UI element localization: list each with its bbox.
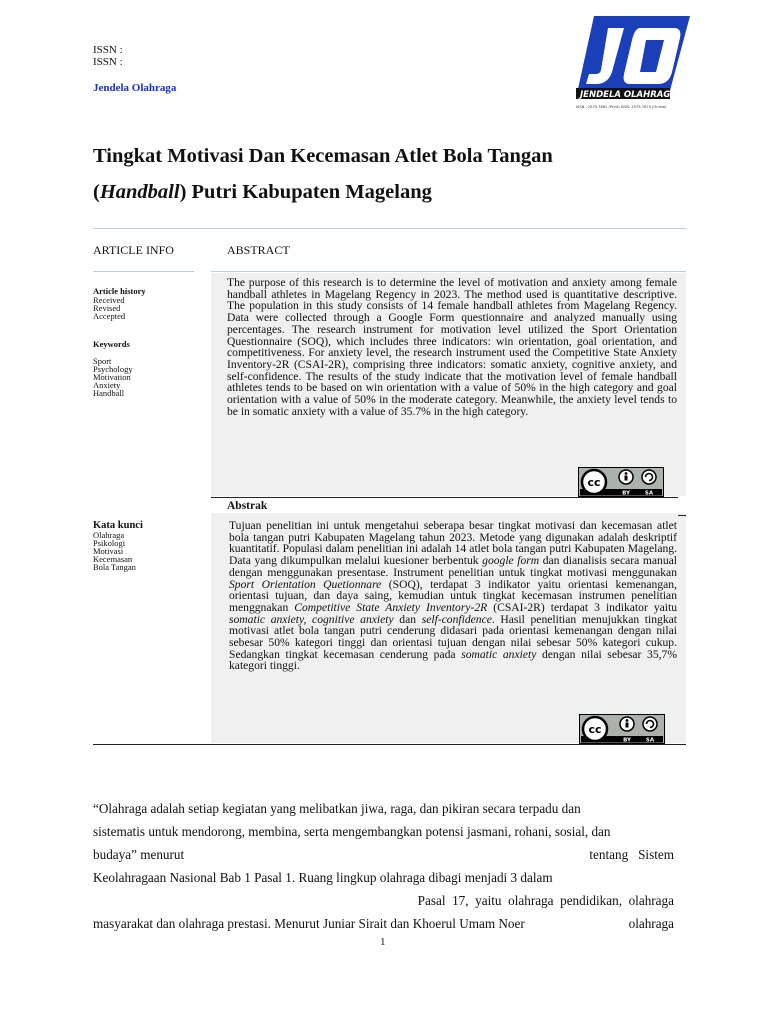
keyword: Sport bbox=[93, 356, 112, 366]
body-line-2: sistematis untuk mendorong, membina, serta mengembangkan potensi jasmani, rohani, sosial, dan bbox=[93, 824, 611, 839]
article-info-label: ARTICLE INFO bbox=[93, 243, 174, 257]
sa-text: SA bbox=[644, 490, 654, 497]
article-history bbox=[93, 287, 146, 320]
issn-print: ISSN : bbox=[93, 44, 123, 56]
body-line-5: Pasal 17, yaitu olahraga pendidikan, olahraga bbox=[417, 893, 674, 908]
title-italic: Handball bbox=[99, 181, 180, 203]
cc-text: cc bbox=[588, 723, 602, 736]
body-line-6a: masyarakat dan olahraga prestasi. Menurut Juniar Sirait dan Khoerul Umam Noer bbox=[93, 916, 525, 931]
body-line-6b: olahraga bbox=[628, 916, 674, 931]
kata-kunci-block bbox=[93, 531, 136, 571]
title-line-2: (Handball) Putri Kabupaten Magelang bbox=[93, 181, 432, 203]
keyword: Handball bbox=[93, 388, 125, 398]
body-line-3a: budaya” menurut bbox=[93, 847, 185, 862]
abstract-text: The purpose of this research is to determine the level of motivation and anxiety among female handball athletes in Magelang Regency in 2023. The method used is quantitative descriptive. The population in this study consists of 14 female handball athletes from Magelang Regency. Data were collected through a Google Form questionnaire and analyzed manually using percentages. The research instrument for motivation level utilized the Sport Orientation Questionnaire (SOQ), which includes three indicators: win orientation, goal orientation, and competitiveness. For anxiety level, the research instrument used the Competitive State Anxiety Inventory-2R (CSAI-2R), comprising three indicators: somatic anxiety, cognitive anxiety, and self-confidence. The results of the study indicate that the motivation level of female handball athletes tends to be based on win orientation with a value of 50% in the high category and goal orientation with a value of 50% in the moderate category. Meanwhile, the anxiety level tends to be in somatic anxiety with a value of 35.7% in the high category. bbox=[227, 276, 677, 418]
history-heading: Article history bbox=[93, 286, 146, 296]
info-divider bbox=[93, 271, 194, 272]
body-line-4: Keolahragaan Nasional Bab 1 Pasal 1. Ruang lingkup olahraga dibagi menjadi 3 dalam bbox=[93, 870, 553, 885]
keywords-heading: Keywords bbox=[93, 339, 130, 349]
cc-by-sa-badge[interactable] bbox=[578, 467, 664, 497]
abstrak-label: Abstrak bbox=[227, 500, 268, 512]
kata-kunci-item: Kecemasan bbox=[93, 554, 133, 564]
journal-logo bbox=[574, 14, 692, 112]
journal-name: Jendela Olahraga bbox=[93, 82, 177, 94]
keyword: Psychology bbox=[93, 364, 133, 374]
issn-online: ISSN : bbox=[93, 56, 123, 68]
abstract-divider bbox=[211, 271, 686, 272]
by-text: BY bbox=[622, 490, 630, 497]
abstract-bottom-rule bbox=[211, 497, 678, 498]
kata-kunci-heading: Kata kunci bbox=[93, 520, 143, 531]
kata-kunci-item: Olahraga bbox=[93, 530, 125, 540]
keyword: Motivation bbox=[93, 372, 131, 382]
by-text: BY bbox=[623, 737, 631, 744]
body-line-3b: tentang Sistem bbox=[589, 847, 674, 862]
cc-text: cc bbox=[587, 476, 601, 489]
kata-kunci-item: Motivasi bbox=[93, 546, 124, 556]
title-divider bbox=[93, 228, 686, 229]
article-title bbox=[93, 138, 693, 210]
kata-kunci-item: Bola Tangan bbox=[93, 562, 136, 572]
cc-by-sa-badge-2[interactable] bbox=[579, 714, 665, 744]
body-line-1: “Olahraga adalah setiap kegiatan yang melibatkan jiwa, raga, dan pikiran secara terpadu dan bbox=[93, 801, 581, 816]
logo-banner: JENDELA OLAHRAGA bbox=[580, 90, 677, 100]
sa-text: SA bbox=[645, 737, 655, 744]
history-revised: Revised bbox=[93, 303, 121, 313]
kata-kunci-item: Psikologi bbox=[93, 538, 126, 548]
page-number: 1 bbox=[380, 936, 386, 948]
history-accepted: Accepted bbox=[93, 311, 126, 321]
abstrak-tick bbox=[678, 515, 686, 516]
history-received: Received bbox=[93, 295, 125, 305]
abstract-label: ABSTRACT bbox=[227, 243, 290, 257]
logo-issn: ISSN : 2579-7662 (Print) ISSN: 2579-7670 (Online) bbox=[576, 105, 667, 109]
keyword: Anxiety bbox=[93, 380, 121, 390]
front-matter-bottom-rule bbox=[93, 744, 686, 745]
keywords-block bbox=[93, 340, 133, 397]
abstrak-text: Tujuan penelitian ini untuk mengetahui seberapa besar tingkat motivasi dan kecemasan atlet bola tangan putri Kabupaten Magelang tahun 2023. Metode yang digunakan adalah deskriptif kuantitatif. Populasi dalam penelitian ini adalah 14 atlet bola tangan putri Kabupaten Magelang. Data yang dikumpulkan melalui kuesioner berbentuk google form dan dianalisis secara manual dengan menggunakan presentase. Instrument penelitian untuk tingkat motivasi menggunakan Sport Orientation Quetionnare (SOQ), terdapat 3 indikator yaitu orientasi kemenangan, orientasi tujuan, dan daya saing, kemudian untuk tingkat kecemasan instrumen penelitian menggnakan Competitive State Anxiety Inventory-2R (CSAI-2R) terdapat 3 indikator yaitu somatic anxiety, cognitive anxiety dan self-confidence. Hasil penelitian menujukkan tingkat motivasi atlet bola tangan putri cenderung didasari pada orientasi kemenangan dengan nilai sebesar 50% kategori tinggi dan orientasi tujuan dengan nilai sebesar 50% kategori cukup. Sedangkan tingkat kecemasan cenderung pada somatic anxiety dengan nilai sebesar 35,7% kategori tinggi. bbox=[229, 519, 678, 673]
title-line-1: Tingkat Motivasi Dan Kecemasan Atlet Bola Tangan bbox=[93, 145, 553, 167]
